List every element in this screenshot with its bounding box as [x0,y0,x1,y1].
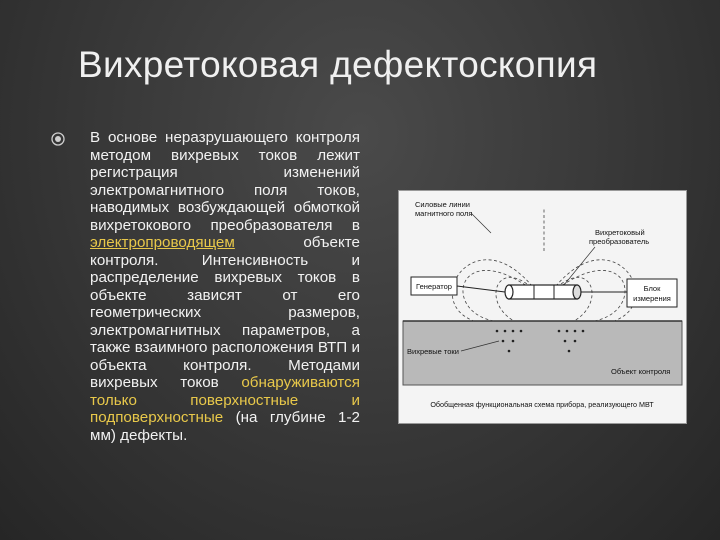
body-middle: объекте контроля. Интенсивность и распределение вихревых токов в объекте зависят от его геометрических размеров, электромагнитных параметров, а также взаимного расположения ВТП и объекта контроля. Методами вихревых токов [90,234,360,391]
measure-label-1: Блок [643,284,661,293]
eddy-current-diagram [398,190,687,424]
bullet-icon [51,132,65,146]
transducer-label-2: преобразователь [589,237,650,246]
transducer-coil [505,285,581,299]
figure-caption: Обобщенная функциональная схема прибора, реализующего МВТ [430,400,654,409]
slide-title: Вихретоковая дефектоскопия [78,44,598,85]
eddy-label: Вихревые токи [407,347,459,356]
field-lines-label-1: Силовые линии [415,200,470,209]
link-word[interactable]: электропроводящем [90,234,235,251]
generator-label: Генератор [416,282,452,291]
transducer-label-1: Вихретоковый [595,228,645,237]
highlight-defects: обнаруживаются только поверхностные и подповерхностные [90,374,360,426]
body-paragraph [90,129,360,444]
measure-label-2: измерения [633,294,671,303]
field-lines-label-2: магнитного поля [415,209,473,218]
field-lines [452,209,635,321]
body-intro: В основе неразрушающего контроля методом вихревых токов лежит регистрация изменений электромагнитного поля токов, наводимых возбуждающей обмоткой вихретокового преобразователя в [90,129,360,234]
body-tail: (на глубине 1-2 мм) дефекты. [90,409,360,444]
object-label: Объект контроля [611,367,671,376]
